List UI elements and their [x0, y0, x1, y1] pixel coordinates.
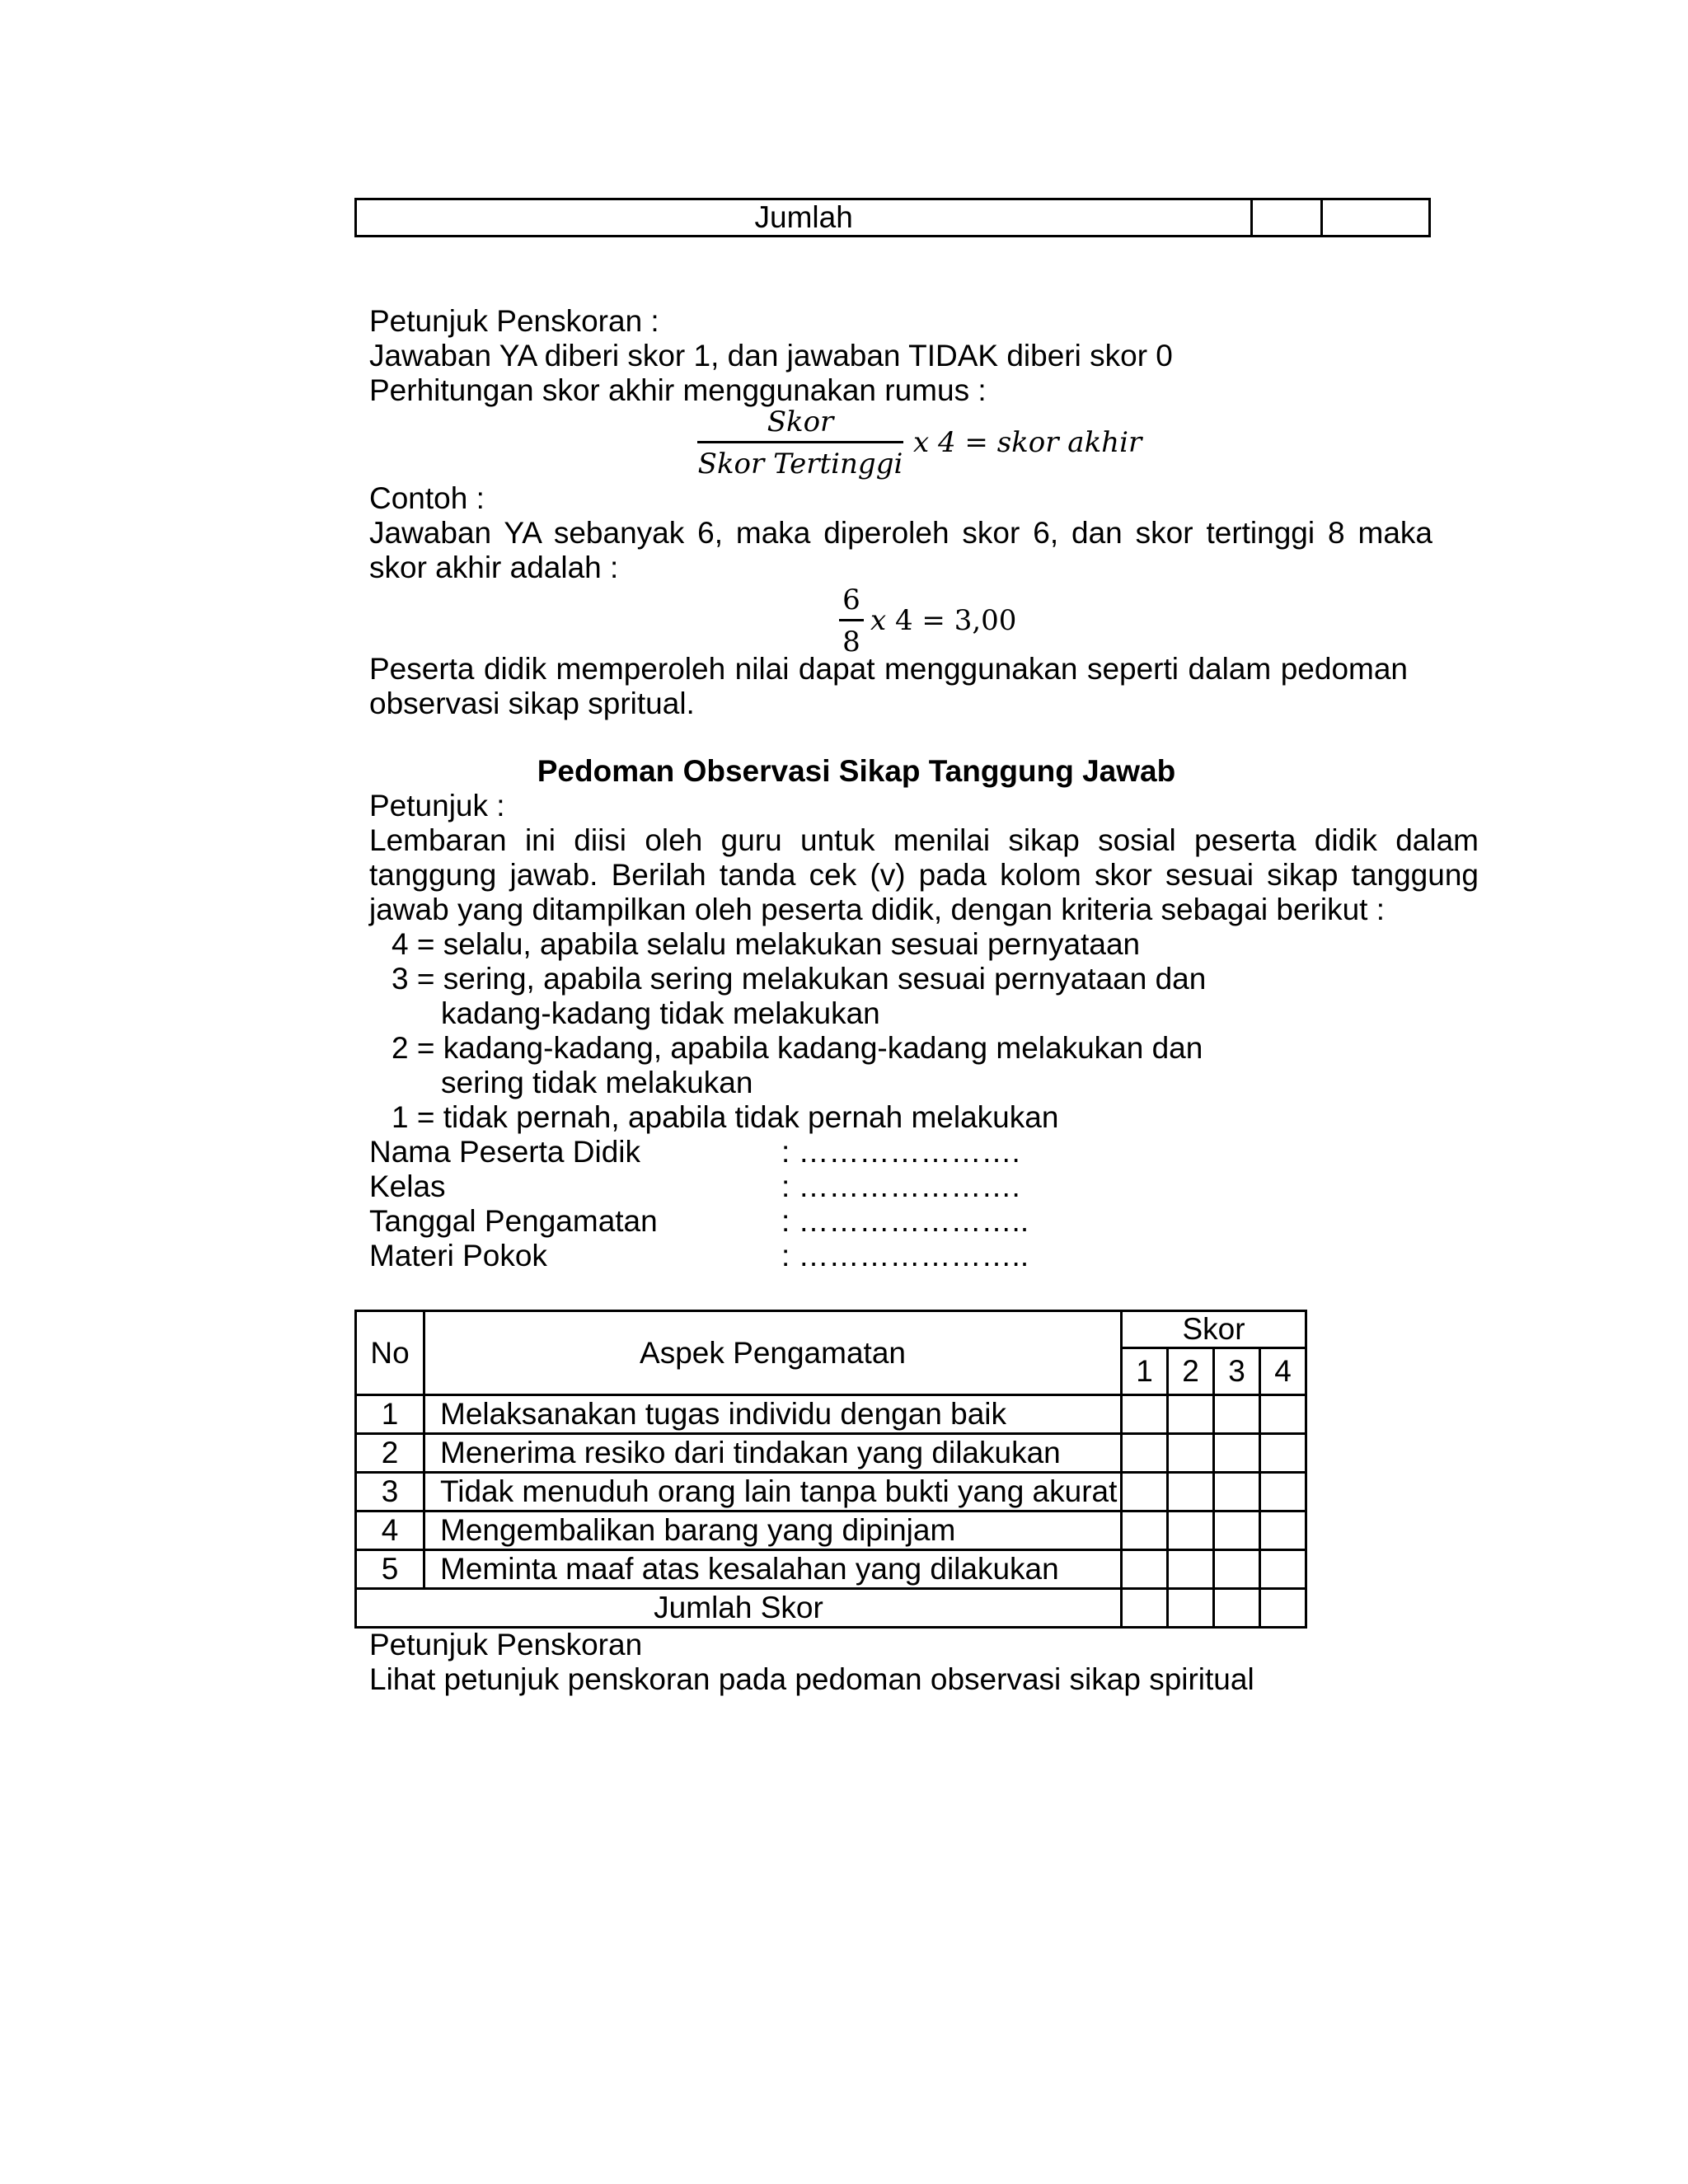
field-value[interactable]: : ………………….: [781, 1135, 1020, 1169]
score-checkbox-cell[interactable]: [1260, 1395, 1306, 1434]
example-numerator: 6: [842, 583, 860, 616]
field-value[interactable]: : ………………….: [781, 1169, 1020, 1203]
score-checkbox-cell[interactable]: [1168, 1511, 1214, 1550]
example-heading: Contoh :: [369, 481, 485, 515]
field-label: Materi Pokok: [369, 1239, 547, 1272]
total-score-cell[interactable]: [1260, 1589, 1306, 1628]
footer-text: Lihat petunjuk penskoran pada pedoman observasi sikap spiritual: [369, 1662, 1254, 1696]
score-checkbox-cell[interactable]: [1214, 1511, 1260, 1550]
total-row: [356, 1589, 1306, 1628]
row-aspect: Meminta maaf atas kesalahan yang dilakukan: [424, 1550, 1122, 1589]
table-row: [356, 1511, 1306, 1550]
criteria-item: 3 = sering, apabila sering melakukan sesuai pernyataan dan: [392, 962, 1207, 996]
score-checkbox-cell[interactable]: [1214, 1550, 1260, 1589]
score-checkbox-cell[interactable]: [1260, 1434, 1306, 1473]
score-checkbox-cell[interactable]: [1168, 1434, 1214, 1473]
formula-rest: x 4 = skor akhir: [913, 426, 1142, 459]
criteria-item-continuation: kadang-kadang tidak melakukan: [441, 996, 880, 1030]
score-level-header: 1: [1122, 1348, 1168, 1395]
header-score: Skor: [1122, 1311, 1306, 1348]
score-checkbox-cell[interactable]: [1168, 1550, 1214, 1589]
score-level-header: 4: [1260, 1348, 1306, 1395]
total-score-cell[interactable]: [1214, 1589, 1260, 1628]
criteria-item: 4 = selalu, apabila selalu melakukan sesuai pernyataan: [392, 927, 1141, 961]
instructions-text: Lembaran ini diisi oleh guru untuk menilai sikap sosial peserta didik dalam tanggung jawab. Berilah tanda cek (v) pada kolom skor sesuai sikap tanggung jawab yang ditampilkan oleh peserta didik, dengan kriteria sebagai berikut :: [369, 823, 1479, 926]
score-checkbox-cell[interactable]: [1260, 1550, 1306, 1589]
criteria-item: 2 = kadang-kadang, apabila kadang-kadang melakukan dan: [392, 1031, 1203, 1065]
jumlah-cell: [1322, 199, 1430, 237]
scoring-line: Perhitungan skor akhir menggunakan rumus :: [369, 373, 987, 407]
row-no: 2: [356, 1434, 424, 1473]
score-checkbox-cell[interactable]: [1122, 1395, 1168, 1434]
row-aspect: Melaksanakan tugas individu dengan baik: [424, 1395, 1122, 1434]
score-checkbox-cell[interactable]: [1214, 1473, 1260, 1511]
formula-numerator: Skor: [767, 405, 834, 438]
total-label: Jumlah Skor: [356, 1589, 1122, 1628]
table-row: [356, 1434, 1306, 1473]
footer-heading: Petunjuk Penskoran: [369, 1628, 643, 1661]
scoring-heading: Petunjuk Penskoran :: [369, 304, 659, 338]
row-no: 4: [356, 1511, 424, 1550]
row-no: 1: [356, 1395, 424, 1434]
total-score-cell[interactable]: [1122, 1589, 1168, 1628]
table-row: [356, 1473, 1306, 1511]
total-score-cell[interactable]: [1168, 1589, 1214, 1628]
score-checkbox-cell[interactable]: [1260, 1511, 1306, 1550]
score-checkbox-cell[interactable]: [1122, 1434, 1168, 1473]
jumlah-table: [354, 198, 1431, 237]
observation-table: [354, 1310, 1307, 1629]
field-label: Nama Peserta Didik: [369, 1135, 641, 1169]
fraction-bar: [697, 441, 903, 443]
score-checkbox-cell[interactable]: [1122, 1550, 1168, 1589]
conclusion-text: Peserta didik memperoleh nilai dapat menggunakan seperti dalam pedoman observasi sikap spritual.: [369, 652, 1408, 720]
fraction-bar: [839, 619, 864, 621]
score-checkbox-cell[interactable]: [1260, 1473, 1306, 1511]
table-row: [356, 1550, 1306, 1589]
score-checkbox-cell[interactable]: [1168, 1395, 1214, 1434]
score-level-header: 2: [1168, 1348, 1214, 1395]
score-checkbox-cell[interactable]: [1122, 1511, 1168, 1550]
score-checkbox-cell[interactable]: [1122, 1473, 1168, 1511]
score-checkbox-cell[interactable]: [1168, 1473, 1214, 1511]
instructions-heading: Petunjuk :: [369, 789, 505, 823]
jumlah-label: Jumlah: [356, 199, 1252, 237]
header-aspect: Aspek Pengamatan: [424, 1311, 1122, 1395]
formula-denominator: Skor Tertinggi: [697, 448, 903, 480]
field-value[interactable]: : …………………..: [781, 1204, 1029, 1238]
header-no: No: [356, 1311, 424, 1395]
jumlah-cell: [1252, 199, 1322, 237]
field-label: Tanggal Pengamatan: [369, 1204, 658, 1238]
row-no: 3: [356, 1473, 424, 1511]
criteria-item-continuation: sering tidak melakukan: [441, 1066, 753, 1099]
example-rest: x 4 = 3,00: [870, 604, 1017, 637]
table-row: [356, 1395, 1306, 1434]
row-aspect: Tidak menuduh orang lain tanpa bukti yang akurat: [424, 1473, 1122, 1511]
row-aspect: Mengembalikan barang yang dipinjam: [424, 1511, 1122, 1550]
row-aspect: Menerima resiko dari tindakan yang dilakukan: [424, 1434, 1122, 1473]
field-label: Kelas: [369, 1169, 446, 1203]
score-checkbox-cell[interactable]: [1214, 1395, 1260, 1434]
criteria-item: 1 = tidak pernah, apabila tidak pernah melakukan: [392, 1100, 1059, 1134]
score-level-header: 3: [1214, 1348, 1260, 1395]
field-value[interactable]: : …………………..: [781, 1239, 1029, 1272]
section-title: Pedoman Observasi Sikap Tanggung Jawab: [537, 754, 1176, 788]
row-no: 5: [356, 1550, 424, 1589]
example-text: Jawaban YA sebanyak 6, maka diperoleh skor 6, dan skor tertinggi 8 maka skor akhir adalah :: [369, 516, 1432, 584]
scoring-line: Jawaban YA diberi skor 1, dan jawaban TIDAK diberi skor 0: [369, 339, 1173, 373]
example-denominator: 8: [842, 626, 860, 658]
score-checkbox-cell[interactable]: [1214, 1434, 1260, 1473]
